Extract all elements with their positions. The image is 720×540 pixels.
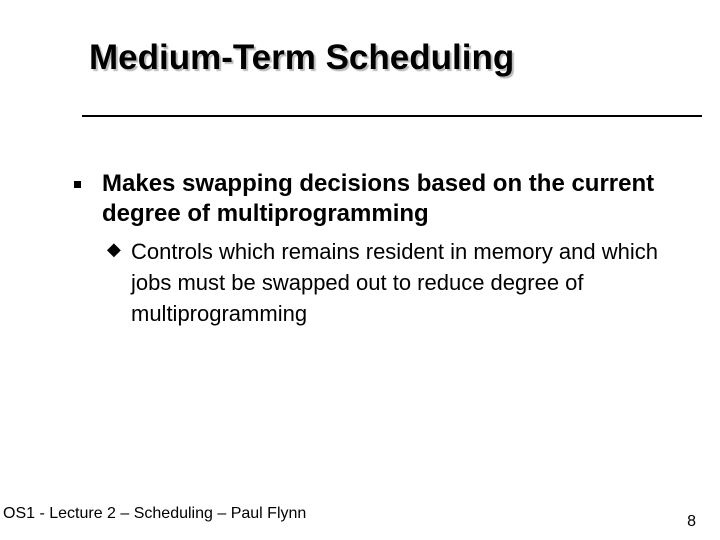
- slide-footer: OS1 - Lecture 2 – Scheduling – Paul Flynn: [3, 505, 307, 522]
- slide-title: Medium-Term Scheduling: [89, 38, 515, 77]
- bullet-text: Makes swapping decisions based on the current degree of multiprogramming: [102, 170, 655, 227]
- square-bullet-icon: [74, 181, 81, 188]
- title-underline: [82, 115, 702, 117]
- page-number: 8: [687, 513, 696, 530]
- diamond-bullet-icon: ◆: [107, 239, 121, 260]
- sub-bullet-text: Controls which remains resident in memory and which jobs must be swapped out to reduce degree of multiprogramming: [131, 239, 658, 326]
